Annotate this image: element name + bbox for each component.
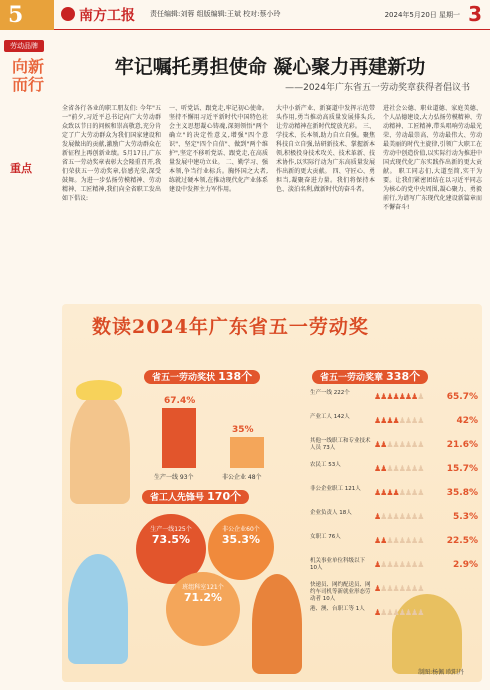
medal-row-value: 65.7% [446,392,478,402]
person-icons: ♟♟♟♟♟♟♟♟ [374,560,424,569]
person-icons: ♟♟♟♟♟♟♟♟ [374,392,424,401]
medal-row [310,462,478,480]
pioneer-circle-2 [208,514,274,580]
medal-row [310,486,478,504]
article-column-4: 进社会公德、职业道德、家庭美德、个人品德建设,大力弘扬劳模精神、劳动精神、工匠精神,带头唱响劳动最光荣、劳动最崇高、劳动最伟大、劳动最美丽的时代主旋律,引领广大职工在劳动中创造价值,以实际行动为推进中国式现代化广东实践作出新的更大贡献。 职工同志们,大道至简,实干为要。让我们紧密团结在以习近平同志为核心的党中央周围,凝心聚力、勇毅前行,为谱写广东现代化建设新篇章而不懈奋斗! [383,105,482,211]
medal-row [310,606,478,624]
person-icons: ♟♟♟♟♟♟♟♟ [374,536,424,545]
medal-row-label: 机关事业单位科级以下 10人 [310,558,366,571]
medal-row [310,438,478,456]
medal-row-label: 女职工 76人 [310,534,341,540]
section-sidebar [0,30,60,175]
medal-row-value: 5.3% [453,512,478,522]
award-title-text: 省五一劳动奖状 [152,373,216,383]
award-bar-chart [152,388,292,468]
article-column-2: 一、听党话、跟党走,牢记初心使命。坚持不懈用习近平新时代中国特色社会主义思想凝心铸魂,深刻领悟"两个确立"的决定性意义,增强"四个意识"、坚定"四个自信"、做到"两个维护",坚定不移听党话、跟党走,在高质量发展中建功立业。 二、勤学习、强本领,争当行业标兵。胸怀国之大者,练就过硬本领,在推动现代化产业体系建设中发挥主力军作用。 [169,105,268,193]
newspaper-logo: 南方工报 [79,8,135,24]
person-icons: ♟♟♟♟♟♟♟♟ [374,440,424,449]
medal-title-text: 省五一劳动奖章 [320,373,384,383]
medal-row [310,510,478,528]
medal-block-title [312,370,428,384]
medal-row [310,414,478,432]
pioneer-count: 170个 [207,490,242,503]
award-bar-1-pct: 67.4% [164,396,196,406]
worker-illustration-2 [68,554,128,664]
award-bar-2 [230,437,264,468]
graphic-credit: 制图:杨佩 欧阳丹 [418,669,464,676]
medal-row-label: 非公企业职工 121人 [310,486,361,492]
medal-row-label: 农民工 53人 [310,462,341,468]
pioneer-circle-2-label: 非公企业60个 [222,526,260,533]
sidebar-key: 重点 [10,162,32,175]
article-headline: 牢记嘱托勇担使命 凝心聚力再建新功 [114,56,426,78]
person-icons: ♟♟♟♟♟♟♟♟ [374,464,424,473]
medal-row-value: 15.7% [446,464,478,474]
pioneer-title-text: 省工人先锋号 [150,493,205,503]
sidebar-tag: 劳动品牌 [4,40,44,52]
award-bar-1 [162,408,196,468]
pioneer-circle-1-value: 73.5% [151,533,191,546]
medal-row-label: 生产一线 222个 [310,390,350,396]
pioneer-block-title [142,490,249,504]
editor-credits: 责任编辑:刘蓉 组版编辑:王斌 校对:蔡小玲 [150,10,281,18]
section-badge [0,0,54,30]
pioneer-circle-1-label: 生产一线125个 [150,526,192,533]
medal-row-label: 企业负责人 18人 [310,510,352,516]
section-number: 5 [8,2,24,28]
issue-date: 2024年5月20日 星期一 [384,11,460,19]
medal-row-value: 2.9% [453,560,478,570]
helmet-icon [76,380,122,400]
newspaper-logo-icon [61,7,75,21]
medal-row-value: 35.8% [446,488,478,498]
pioneer-circle-2-value: 35.3% [221,533,261,546]
worker-illustration-1 [70,394,130,504]
infographic-title: 数读2024年广东省五一劳动奖 [92,316,369,338]
person-icons: ♟♟♟♟♟♟♟♟ [374,488,424,497]
medal-row-value: 22.5% [446,536,478,546]
pioneer-circle-3-value: 71.2% [183,591,223,604]
masthead [0,0,490,30]
medal-row [310,534,478,552]
award-bar-label-1: 生产一线 93个 [154,474,194,481]
person-icons: ♟♟♟♟♟♟♟♟ [374,608,424,617]
medal-row [310,390,478,408]
pioneer-circle-3 [166,572,240,646]
medal-row [310,558,478,576]
medal-row-label: 产业工人 142人 [310,414,350,420]
medal-row-label: 快递员、网约配送员、网约车司机等新就业形态劳动者 10人 [310,582,371,602]
award-block-title [144,370,260,384]
award-count: 138个 [218,370,253,383]
pioneer-circle-3-label: 班组科室121个 [182,584,224,591]
person-icons: ♟♟♟♟♟♟♟♟ [374,416,424,425]
medal-row-label: 港、澳、台职工等 1人 [310,606,365,612]
article-column-1: 全省各行各业的职工朋友们: 今年"五一"前夕,习近平总书记向广大劳动群众致以节日的问候和崇高敬意,充分肯定了广大劳动群众为我们国家建设和发展做出的贡献,激励广大劳动群众在新征程上再创新业绩。5月17日,广东省五一劳动奖章表彰大会隆重召开,我们荣获五一劳动奖章,倍感光荣,深受鼓舞。为进一步弘扬劳模精神、劳动精神、工匠精神,我们向全省职工发出如下倡议: [62,105,161,202]
medal-row-value: 21.6% [446,440,478,450]
article-column-3: 大中小新产业、新赛道中发挥示范带头作用,勇当推动高质量发展排头兵,让劳动精神在新时代绽放光彩。 三、学技术、长本领,助力自立自强。聚焦科技自立自强,钻研新技术、掌握新本领,积极投身技术攻关、技术革新、技术协作,以实际行动为广东高质量发展作出新的更大贡献。 四、守匠心、勇担当,凝聚奋进力量。我们将保持本色、淡泊名利,做新时代的奋斗者。 [276,105,375,193]
medal-count: 338个 [386,370,421,383]
medal-row-value: 42% [456,416,478,426]
infographic-panel [62,304,482,682]
award-bar-label-2: 非公企业 48个 [222,474,262,481]
article-body [62,104,482,300]
worker-illustration-3 [252,574,302,674]
person-icons: ♟♟♟♟♟♟♟♟ [374,512,424,521]
award-bar-2-pct: 35% [232,425,254,435]
article-subhead: ——2024年广东省五一劳动奖章获得者倡议书 [285,83,470,93]
medal-row [310,582,478,600]
page-number: 3 [468,2,482,26]
person-icons: ♟♟♟♟♟♟♟♟ [374,584,424,593]
sidebar-title: 向新而行 [11,57,44,94]
medal-row-label: 其他一线职工和专业技术人员 73人 [310,438,371,451]
